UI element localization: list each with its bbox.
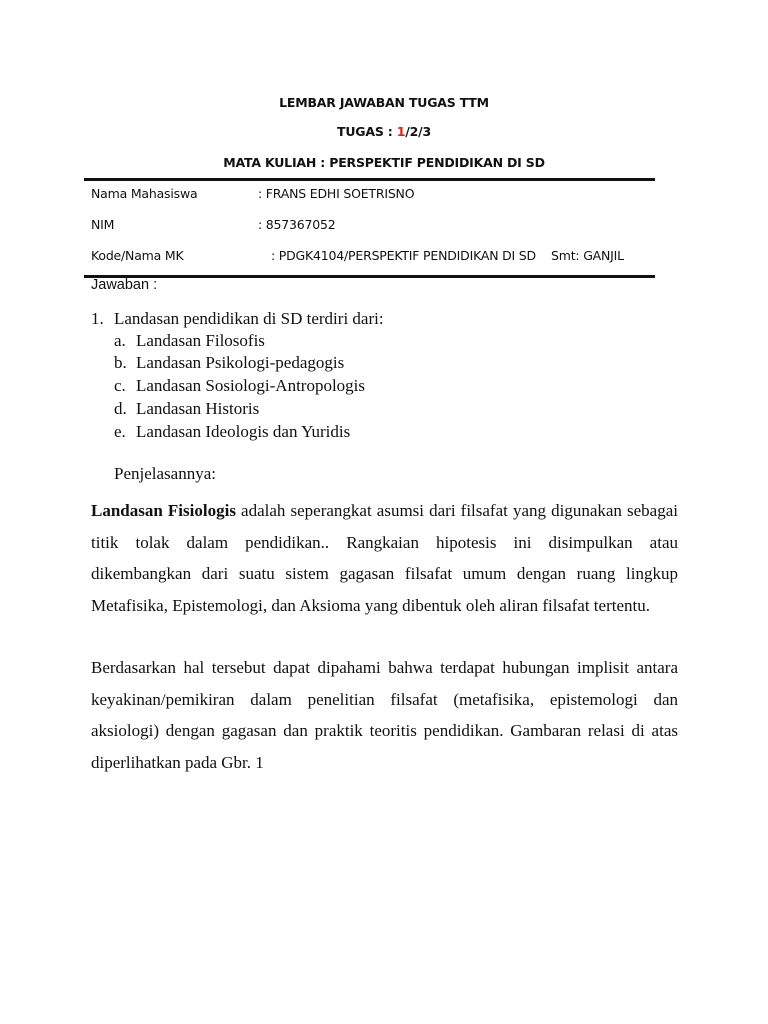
semester-value: Smt: GANJIL	[551, 248, 624, 263]
top-divider	[84, 178, 655, 181]
list-item-letter: e.	[114, 422, 126, 441]
student-name-value: : FRANS EDHI SOETRISNO	[258, 186, 415, 201]
list-item-letter: b.	[114, 353, 127, 372]
document-title: LEMBAR JAWABAN TUGAS TTM	[279, 95, 489, 110]
nim-label: NIM	[91, 217, 115, 232]
paragraph-landasan	[91, 495, 678, 621]
student-name-label: Nama Mahasiswa	[91, 186, 198, 201]
assignment-number	[0, 124, 768, 139]
list-item: Landasan Ideologis dan Yuridis	[136, 422, 351, 441]
assignment-prefix: TUGAS :	[337, 124, 397, 139]
paragraph-bold-term: Landasan Fisiologis	[91, 501, 236, 520]
assignment-current: 1	[396, 124, 406, 139]
course-code-label: Kode/Nama MK	[91, 248, 184, 263]
list-item: Landasan Psikologi-pedagogis	[136, 353, 345, 372]
question-number: 1.	[91, 309, 104, 328]
list-item: Landasan Sosiologi-Antropologis	[136, 376, 366, 395]
course-code-value: : PDGK4104/PERSPEKTIF PENDIDIKAN DI SD	[271, 248, 536, 263]
explanation-heading: Penjelasannya:	[114, 464, 216, 483]
assignment-rest: /2/3	[405, 124, 431, 139]
paragraph-body: adalah seperangkat asumsi dari filsafat yang digunakan sebagai titik tolak dalam pendidikan.. Rangkaian hipotesis ini disimpulkan atau dikembangkan dari suatu sistem gagasan filsafat umum dengan ruang lingkup Metafisika, Epistemologi, dan Aksioma yang dibentuk oleh aliran filsafat tertentu.	[91, 501, 678, 615]
course-title: MATA KULIAH : PERSPEKTIF PENDIDIKAN DI SD	[223, 155, 545, 170]
list-item-letter: d.	[114, 399, 127, 418]
question-text: Landasan pendidikan di SD terdiri dari:	[114, 309, 384, 328]
paragraph-conclusion: Berdasarkan hal tersebut dapat dipahami bahwa terdapat hubungan implisit antara keyakinan/pemikiran dalam penelitian filsafat (metafisika, epistemologi dan aksiologi) dengan gagasan dan praktik teoritis pendidikan. Gambaran relasi di atas diperlihatkan pada Gbr. 1	[91, 658, 678, 772]
answer-heading: Jawaban :	[91, 277, 158, 293]
list-item-letter: a.	[114, 331, 126, 350]
bottom-divider	[84, 275, 655, 278]
list-item: Landasan Filosofis	[136, 331, 265, 350]
nim-value: : 857367052	[258, 217, 336, 232]
list-item: Landasan Historis	[136, 399, 260, 418]
list-item-letter: c.	[114, 376, 126, 395]
